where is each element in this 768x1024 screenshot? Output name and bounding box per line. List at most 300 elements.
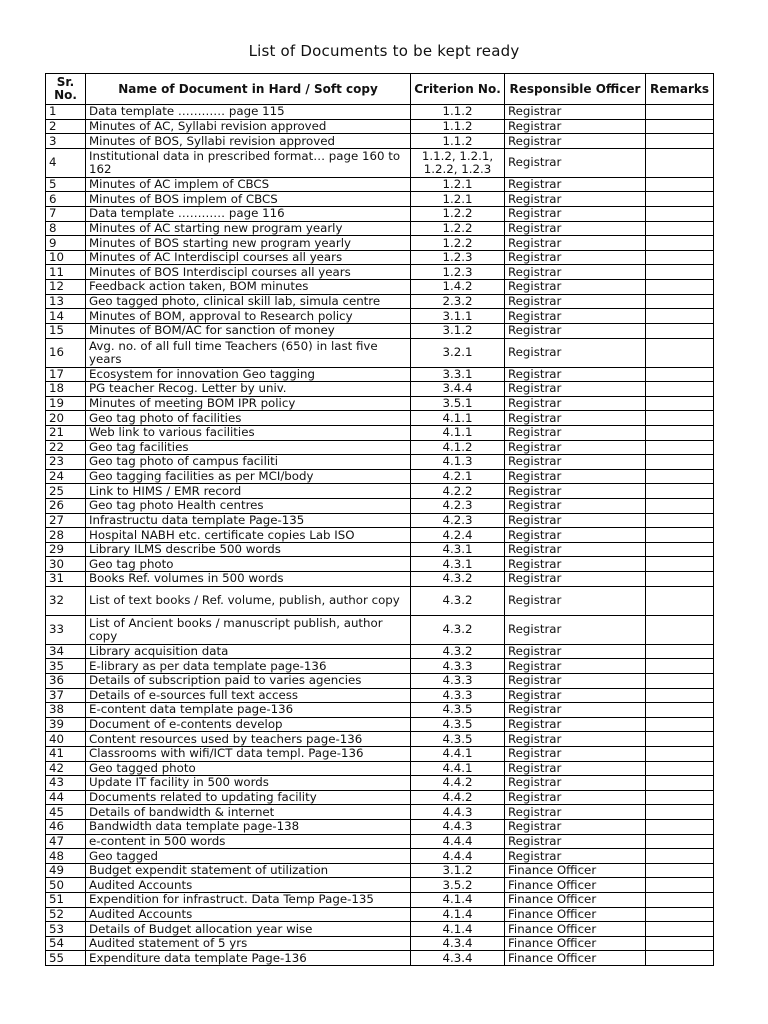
cell-criterion-no: 1.1.2 — [411, 105, 505, 120]
cell-criterion-no: 1.1.2 — [411, 134, 505, 149]
cell-criterion-no: 4.2.3 — [411, 499, 505, 514]
cell-responsible-officer: Registrar — [505, 134, 646, 149]
cell-remarks — [646, 134, 714, 149]
cell-sr-no: 45 — [46, 805, 86, 820]
cell-criterion-no: 1.1.2, 1.2.1, 1.2.2, 1.2.3 — [411, 148, 505, 177]
cell-remarks — [646, 265, 714, 280]
cell-remarks — [646, 309, 714, 324]
cell-document-name: Library ILMS describe 500 words — [86, 542, 411, 557]
cell-remarks — [646, 323, 714, 338]
cell-responsible-officer: Registrar — [505, 499, 646, 514]
cell-sr-no: 13 — [46, 294, 86, 309]
cell-responsible-officer: Registrar — [505, 382, 646, 397]
cell-criterion-no: 4.3.5 — [411, 717, 505, 732]
cell-responsible-officer: Registrar — [505, 207, 646, 222]
cell-criterion-no: 4.3.4 — [411, 951, 505, 966]
table-row — [46, 542, 714, 557]
cell-remarks — [646, 440, 714, 455]
cell-remarks — [646, 688, 714, 703]
cell-criterion-no: 1.2.3 — [411, 250, 505, 265]
cell-criterion-no: 4.3.1 — [411, 542, 505, 557]
cell-remarks — [646, 922, 714, 937]
cell-remarks — [646, 615, 714, 644]
table-row — [46, 572, 714, 587]
table-row — [46, 294, 714, 309]
cell-sr-no: 31 — [46, 572, 86, 587]
cell-sr-no: 54 — [46, 936, 86, 951]
table-row — [46, 761, 714, 776]
cell-criterion-no: 1.2.2 — [411, 221, 505, 236]
table-row — [46, 499, 714, 514]
cell-document-name: Library acquisition data — [86, 644, 411, 659]
cell-document-name: Geo tag photo — [86, 557, 411, 572]
table-row — [46, 367, 714, 382]
cell-document-name: Minutes of AC, Syllabi revision approved — [86, 119, 411, 134]
cell-remarks — [646, 207, 714, 222]
cell-responsible-officer: Registrar — [505, 542, 646, 557]
cell-remarks — [646, 411, 714, 426]
cell-criterion-no: 4.4.3 — [411, 805, 505, 820]
table-row — [46, 893, 714, 908]
cell-responsible-officer: Finance Officer — [505, 907, 646, 922]
cell-remarks — [646, 644, 714, 659]
cell-responsible-officer: Registrar — [505, 557, 646, 572]
cell-sr-no: 41 — [46, 746, 86, 761]
cell-document-name: Document of e-contents develop — [86, 717, 411, 732]
table-row — [46, 338, 714, 367]
cell-responsible-officer: Registrar — [505, 250, 646, 265]
cell-remarks — [646, 542, 714, 557]
cell-remarks — [646, 819, 714, 834]
cell-document-name: Minutes of AC implem of CBCS — [86, 177, 411, 192]
cell-criterion-no: 3.5.1 — [411, 396, 505, 411]
cell-criterion-no: 4.1.2 — [411, 440, 505, 455]
cell-document-name: Minutes of BOS starting new program yearly — [86, 236, 411, 251]
cell-remarks — [646, 790, 714, 805]
cell-sr-no: 49 — [46, 863, 86, 878]
cell-responsible-officer: Finance Officer — [505, 951, 646, 966]
table-row — [46, 834, 714, 849]
cell-sr-no: 30 — [46, 557, 86, 572]
cell-responsible-officer: Registrar — [505, 338, 646, 367]
cell-sr-no: 14 — [46, 309, 86, 324]
cell-sr-no: 25 — [46, 484, 86, 499]
cell-criterion-no: 4.3.5 — [411, 732, 505, 747]
cell-responsible-officer: Registrar — [505, 425, 646, 440]
cell-sr-no: 26 — [46, 499, 86, 514]
cell-responsible-officer: Finance Officer — [505, 878, 646, 893]
table-row — [46, 586, 714, 615]
header-remarks: Remarks — [646, 74, 714, 105]
cell-document-name: Budget expendit statement of utilization — [86, 863, 411, 878]
cell-criterion-no: 4.1.1 — [411, 425, 505, 440]
cell-document-name: Geo tag facilities — [86, 440, 411, 455]
table-row — [46, 819, 714, 834]
cell-document-name: Geo tag photo of facilities — [86, 411, 411, 426]
cell-sr-no: 35 — [46, 659, 86, 674]
cell-document-name: Expenditure data template Page-136 — [86, 951, 411, 966]
cell-remarks — [646, 294, 714, 309]
table-row — [46, 134, 714, 149]
cell-sr-no: 48 — [46, 849, 86, 864]
cell-criterion-no: 3.4.4 — [411, 382, 505, 397]
cell-sr-no: 20 — [46, 411, 86, 426]
cell-remarks — [646, 834, 714, 849]
cell-remarks — [646, 659, 714, 674]
table-row — [46, 673, 714, 688]
cell-responsible-officer: Registrar — [505, 396, 646, 411]
documents-table — [45, 73, 714, 966]
cell-responsible-officer: Registrar — [505, 703, 646, 718]
cell-document-name: PG teacher Recog. Letter by univ. — [86, 382, 411, 397]
cell-document-name: Institutional data in prescribed format… page 160 to 162 — [86, 148, 411, 177]
table-row — [46, 907, 714, 922]
table-row — [46, 717, 714, 732]
cell-responsible-officer: Registrar — [505, 105, 646, 120]
cell-criterion-no: 4.4.2 — [411, 790, 505, 805]
cell-criterion-no: 3.2.1 — [411, 338, 505, 367]
header-criterion-no: Criterion No. — [411, 74, 505, 105]
cell-remarks — [646, 951, 714, 966]
cell-criterion-no: 4.3.3 — [411, 688, 505, 703]
cell-remarks — [646, 557, 714, 572]
cell-remarks — [646, 455, 714, 470]
cell-criterion-no: 4.4.3 — [411, 819, 505, 834]
cell-document-name: Geo tagged — [86, 849, 411, 864]
cell-document-name: Minutes of BOM/AC for sanction of money — [86, 323, 411, 338]
cell-remarks — [646, 936, 714, 951]
cell-remarks — [646, 761, 714, 776]
table-row — [46, 528, 714, 543]
cell-criterion-no: 4.2.4 — [411, 528, 505, 543]
table-row — [46, 703, 714, 718]
cell-criterion-no: 1.2.3 — [411, 265, 505, 280]
cell-responsible-officer: Registrar — [505, 192, 646, 207]
cell-responsible-officer: Registrar — [505, 776, 646, 791]
cell-sr-no: 15 — [46, 323, 86, 338]
cell-remarks — [646, 513, 714, 528]
cell-responsible-officer: Registrar — [505, 688, 646, 703]
cell-responsible-officer: Registrar — [505, 367, 646, 382]
cell-responsible-officer: Registrar — [505, 805, 646, 820]
cell-document-name: Audited statement of 5 yrs — [86, 936, 411, 951]
header-document-name: Name of Document in Hard / Soft copy — [86, 74, 411, 105]
table-row — [46, 250, 714, 265]
cell-criterion-no: 4.3.2 — [411, 644, 505, 659]
cell-sr-no: 11 — [46, 265, 86, 280]
cell-responsible-officer: Registrar — [505, 411, 646, 426]
table-row — [46, 659, 714, 674]
cell-remarks — [646, 893, 714, 908]
cell-criterion-no: 4.3.3 — [411, 673, 505, 688]
cell-sr-no: 38 — [46, 703, 86, 718]
cell-criterion-no: 4.1.4 — [411, 893, 505, 908]
cell-remarks — [646, 177, 714, 192]
cell-remarks — [646, 703, 714, 718]
cell-document-name: Details of subscription paid to varies agencies — [86, 673, 411, 688]
cell-document-name: Minutes of BOS Interdiscipl courses all years — [86, 265, 411, 280]
cell-responsible-officer: Finance Officer — [505, 893, 646, 908]
cell-document-name: Audited Accounts — [86, 878, 411, 893]
table-row — [46, 425, 714, 440]
table-row — [46, 863, 714, 878]
cell-document-name: Feedback action taken, BOM minutes — [86, 280, 411, 295]
cell-responsible-officer: Registrar — [505, 528, 646, 543]
cell-remarks — [646, 673, 714, 688]
cell-remarks — [646, 732, 714, 747]
cell-responsible-officer: Registrar — [505, 323, 646, 338]
table-row — [46, 513, 714, 528]
cell-responsible-officer: Registrar — [505, 221, 646, 236]
cell-remarks — [646, 717, 714, 732]
cell-document-name: Geo tagged photo — [86, 761, 411, 776]
cell-document-name: Minutes of meeting BOM IPR policy — [86, 396, 411, 411]
header-sr-no: Sr. No. — [46, 74, 86, 105]
cell-responsible-officer: Registrar — [505, 819, 646, 834]
cell-responsible-officer: Registrar — [505, 586, 646, 615]
cell-remarks — [646, 907, 714, 922]
cell-criterion-no: 4.3.4 — [411, 936, 505, 951]
cell-sr-no: 40 — [46, 732, 86, 747]
cell-sr-no: 21 — [46, 425, 86, 440]
cell-responsible-officer: Registrar — [505, 746, 646, 761]
cell-sr-no: 43 — [46, 776, 86, 791]
cell-sr-no: 19 — [46, 396, 86, 411]
cell-criterion-no: 4.2.3 — [411, 513, 505, 528]
cell-sr-no: 17 — [46, 367, 86, 382]
cell-responsible-officer: Registrar — [505, 119, 646, 134]
cell-sr-no: 37 — [46, 688, 86, 703]
cell-responsible-officer: Registrar — [505, 177, 646, 192]
table-header-row — [46, 74, 714, 105]
cell-responsible-officer: Registrar — [505, 236, 646, 251]
cell-responsible-officer: Registrar — [505, 440, 646, 455]
cell-remarks — [646, 425, 714, 440]
cell-document-name: E-library as per data template page-136 — [86, 659, 411, 674]
cell-criterion-no: 1.2.2 — [411, 236, 505, 251]
table-row — [46, 119, 714, 134]
cell-remarks — [646, 367, 714, 382]
cell-remarks — [646, 250, 714, 265]
cell-responsible-officer: Registrar — [505, 615, 646, 644]
cell-document-name: e-content in 500 words — [86, 834, 411, 849]
cell-responsible-officer: Finance Officer — [505, 863, 646, 878]
cell-sr-no: 29 — [46, 542, 86, 557]
cell-criterion-no: 2.3.2 — [411, 294, 505, 309]
cell-remarks — [646, 528, 714, 543]
cell-remarks — [646, 586, 714, 615]
cell-criterion-no: 4.4.1 — [411, 761, 505, 776]
cell-criterion-no: 1.2.2 — [411, 207, 505, 222]
table-row — [46, 148, 714, 177]
cell-sr-no: 44 — [46, 790, 86, 805]
cell-responsible-officer: Registrar — [505, 790, 646, 805]
cell-remarks — [646, 776, 714, 791]
table-row — [46, 411, 714, 426]
cell-document-name: Classrooms with wifi/ICT data templ. Page-136 — [86, 746, 411, 761]
cell-sr-no: 50 — [46, 878, 86, 893]
table-row — [46, 440, 714, 455]
cell-criterion-no: 4.3.1 — [411, 557, 505, 572]
cell-sr-no: 18 — [46, 382, 86, 397]
cell-document-name: Data template ………… page 115 — [86, 105, 411, 120]
cell-sr-no: 9 — [46, 236, 86, 251]
table-row — [46, 805, 714, 820]
cell-sr-no: 53 — [46, 922, 86, 937]
cell-document-name: Books Ref. volumes in 500 words — [86, 572, 411, 587]
cell-criterion-no: 4.4.4 — [411, 834, 505, 849]
cell-responsible-officer: Registrar — [505, 761, 646, 776]
cell-responsible-officer: Registrar — [505, 265, 646, 280]
cell-sr-no: 1 — [46, 105, 86, 120]
cell-sr-no: 6 — [46, 192, 86, 207]
cell-criterion-no: 4.2.1 — [411, 469, 505, 484]
table-row — [46, 951, 714, 966]
table-row — [46, 221, 714, 236]
table-row — [46, 265, 714, 280]
cell-document-name: Details of e-sources full text access — [86, 688, 411, 703]
cell-sr-no: 28 — [46, 528, 86, 543]
cell-criterion-no: 4.4.2 — [411, 776, 505, 791]
cell-sr-no: 10 — [46, 250, 86, 265]
cell-sr-no: 22 — [46, 440, 86, 455]
cell-remarks — [646, 148, 714, 177]
cell-criterion-no: 3.1.2 — [411, 863, 505, 878]
cell-responsible-officer: Registrar — [505, 673, 646, 688]
cell-document-name: Link to HIMS / EMR record — [86, 484, 411, 499]
cell-document-name: Infrastructu data template Page-135 — [86, 513, 411, 528]
cell-remarks — [646, 396, 714, 411]
cell-responsible-officer: Registrar — [505, 659, 646, 674]
cell-document-name: Minutes of AC starting new program yearly — [86, 221, 411, 236]
table-row — [46, 557, 714, 572]
table-row — [46, 455, 714, 470]
cell-remarks — [646, 469, 714, 484]
cell-remarks — [646, 192, 714, 207]
cell-remarks — [646, 878, 714, 893]
cell-document-name: Geo tagging facilities as per MCI/body — [86, 469, 411, 484]
cell-remarks — [646, 280, 714, 295]
cell-remarks — [646, 484, 714, 499]
cell-sr-no: 46 — [46, 819, 86, 834]
cell-criterion-no: 1.1.2 — [411, 119, 505, 134]
cell-document-name: Details of Budget allocation year wise — [86, 922, 411, 937]
cell-sr-no: 24 — [46, 469, 86, 484]
cell-criterion-no: 4.3.5 — [411, 703, 505, 718]
cell-criterion-no: 4.4.1 — [411, 746, 505, 761]
cell-sr-no: 8 — [46, 221, 86, 236]
table-row — [46, 615, 714, 644]
cell-sr-no: 3 — [46, 134, 86, 149]
cell-sr-no: 27 — [46, 513, 86, 528]
cell-document-name: Minutes of BOS implem of CBCS — [86, 192, 411, 207]
table-row — [46, 878, 714, 893]
cell-responsible-officer: Registrar — [505, 513, 646, 528]
cell-criterion-no: 4.1.4 — [411, 922, 505, 937]
table-row — [46, 849, 714, 864]
table-row — [46, 236, 714, 251]
cell-sr-no: 55 — [46, 951, 86, 966]
cell-document-name: Minutes of BOS, Syllabi revision approved — [86, 134, 411, 149]
cell-document-name: Geo tagged photo, clinical skill lab, simula centre — [86, 294, 411, 309]
cell-document-name: List of Ancient books / manuscript publish, author copy — [86, 615, 411, 644]
cell-document-name: Minutes of AC Interdiscipl courses all years — [86, 250, 411, 265]
table-row — [46, 644, 714, 659]
cell-criterion-no: 3.5.2 — [411, 878, 505, 893]
table-row — [46, 192, 714, 207]
table-row — [46, 105, 714, 120]
cell-responsible-officer: Registrar — [505, 849, 646, 864]
cell-criterion-no: 3.1.1 — [411, 309, 505, 324]
table-row — [46, 776, 714, 791]
cell-criterion-no: 3.1.2 — [411, 323, 505, 338]
cell-document-name: Content resources used by teachers page-136 — [86, 732, 411, 747]
cell-criterion-no: 4.3.3 — [411, 659, 505, 674]
cell-responsible-officer: Registrar — [505, 484, 646, 499]
cell-document-name: Audited Accounts — [86, 907, 411, 922]
table-body — [46, 105, 714, 966]
cell-responsible-officer: Registrar — [505, 572, 646, 587]
table-row — [46, 469, 714, 484]
cell-remarks — [646, 805, 714, 820]
cell-document-name: Details of bandwidth & internet — [86, 805, 411, 820]
cell-sr-no: 36 — [46, 673, 86, 688]
cell-responsible-officer: Registrar — [505, 148, 646, 177]
cell-document-name: Ecosystem for innovation Geo tagging — [86, 367, 411, 382]
cell-responsible-officer: Registrar — [505, 294, 646, 309]
cell-criterion-no: 4.1.3 — [411, 455, 505, 470]
cell-sr-no: 34 — [46, 644, 86, 659]
cell-document-name: List of text books / Ref. volume, publish, author copy — [86, 586, 411, 615]
table-row — [46, 396, 714, 411]
table-row — [46, 323, 714, 338]
cell-document-name: Update IT facility in 500 words — [86, 776, 411, 791]
table-row — [46, 936, 714, 951]
cell-remarks — [646, 849, 714, 864]
cell-criterion-no: 4.3.2 — [411, 572, 505, 587]
cell-document-name: Geo tag photo of campus faciliti — [86, 455, 411, 470]
cell-remarks — [646, 119, 714, 134]
cell-sr-no: 7 — [46, 207, 86, 222]
cell-criterion-no: 4.1.4 — [411, 907, 505, 922]
cell-responsible-officer: Registrar — [505, 644, 646, 659]
cell-remarks — [646, 221, 714, 236]
cell-remarks — [646, 382, 714, 397]
table-row — [46, 732, 714, 747]
cell-sr-no: 42 — [46, 761, 86, 776]
cell-criterion-no: 4.3.2 — [411, 615, 505, 644]
cell-criterion-no: 3.3.1 — [411, 367, 505, 382]
cell-document-name: E-content data template page-136 — [86, 703, 411, 718]
cell-responsible-officer: Registrar — [505, 717, 646, 732]
cell-criterion-no: 1.4.2 — [411, 280, 505, 295]
cell-criterion-no: 4.3.2 — [411, 586, 505, 615]
cell-responsible-officer: Registrar — [505, 834, 646, 849]
page-title: List of Documents to be kept ready — [248, 42, 520, 60]
table-row — [46, 382, 714, 397]
table-row — [46, 207, 714, 222]
cell-sr-no: 23 — [46, 455, 86, 470]
cell-remarks — [646, 746, 714, 761]
cell-document-name: Documents related to updating facility — [86, 790, 411, 805]
table-row — [46, 688, 714, 703]
table-row — [46, 177, 714, 192]
table-row — [46, 484, 714, 499]
cell-sr-no: 5 — [46, 177, 86, 192]
cell-document-name: Hospital NABH etc. certificate copies Lab ISO — [86, 528, 411, 543]
table-row — [46, 922, 714, 937]
cell-sr-no: 51 — [46, 893, 86, 908]
